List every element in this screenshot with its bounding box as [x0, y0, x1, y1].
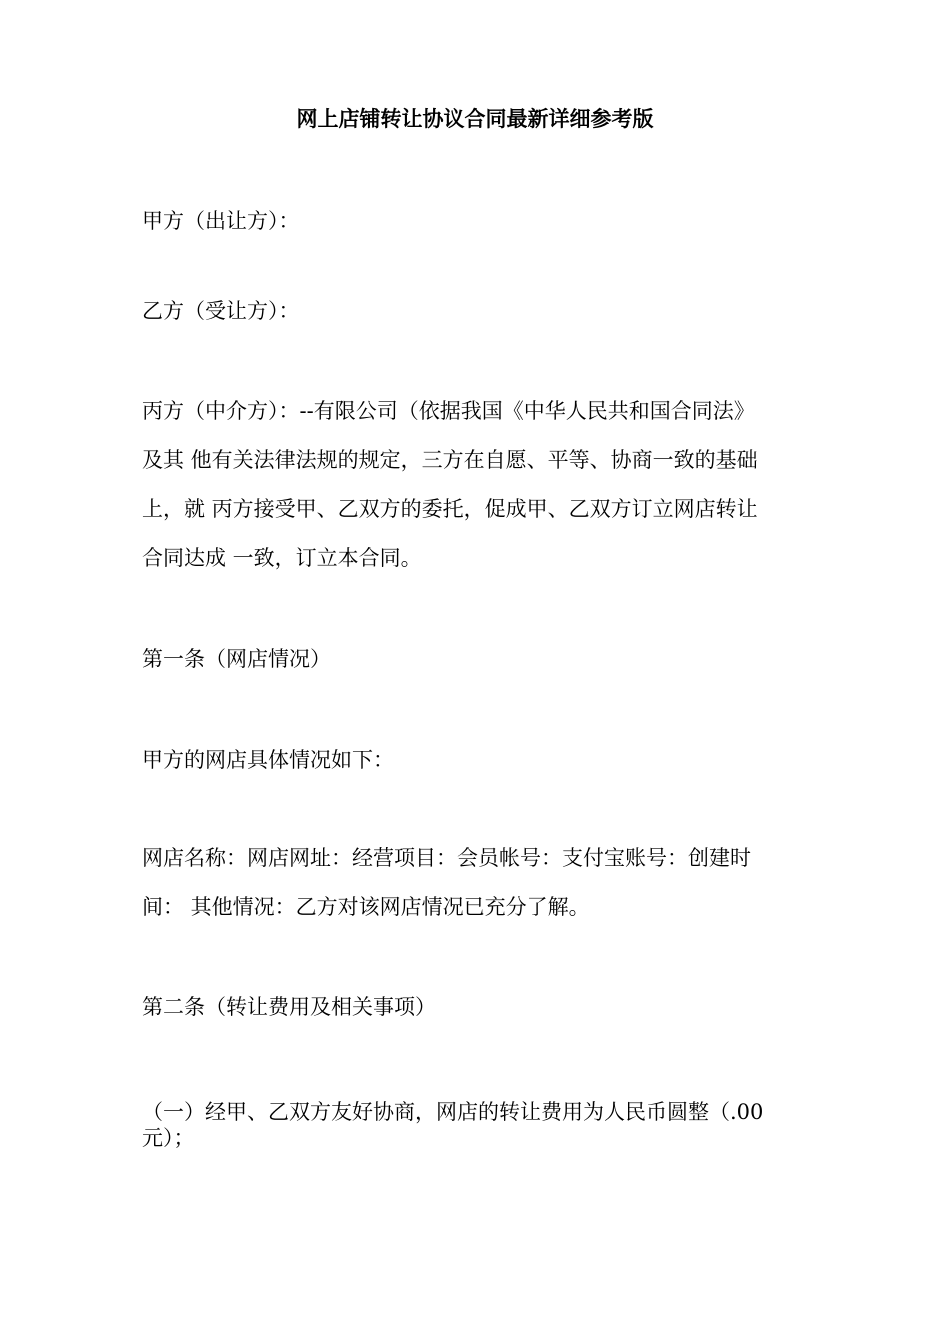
paragraph-line: 间： 其他情况：乙方对该网店情况已充分了解。 — [142, 895, 590, 919]
paragraph-line: 上，就 丙方接受甲、乙双方的委托，促成甲、乙双方订立网店转让 — [142, 497, 758, 521]
party-a-text: 甲方（出让方）： — [142, 209, 300, 233]
article-1-heading — [142, 635, 818, 684]
article-1-intro — [142, 736, 818, 785]
paragraph-line: 合同达成 一致，订立本合同。 — [142, 546, 422, 570]
paragraph-line: 元）； — [142, 1126, 195, 1150]
party-b-line — [142, 287, 818, 336]
party-c-paragraph — [142, 387, 818, 583]
paragraph-line: 丙方（中介方）：--有限公司（依据我国《中华人民共和国合同法》 — [142, 399, 755, 423]
document-title: 网上店铺转让协议合同最新详细参考版 — [296, 106, 654, 131]
paragraph-line: 网店名称：网店网址：经营项目：会员帐号：支付宝账号：创建时 — [142, 846, 751, 870]
party-a-line — [142, 197, 818, 246]
paragraph-line: （一）经甲、乙双方友好协商，网店的转让费用为人民币圆整（.00 — [142, 1100, 764, 1124]
paragraph-line: 及其 他有关法律法规的规定，三方在自愿、平等、协商一致的基础 — [142, 448, 758, 472]
heading-text: 第一条（网店情况） — [142, 647, 331, 671]
paragraph-line: 甲方的网店具体情况如下： — [142, 748, 394, 772]
party-b-text: 乙方（受让方）： — [142, 299, 300, 323]
article-2-item-1 — [142, 1099, 818, 1151]
heading-text: 第二条（转让费用及相关事项） — [142, 995, 436, 1019]
article-2-heading — [142, 983, 818, 1032]
article-1-detail — [142, 834, 818, 932]
